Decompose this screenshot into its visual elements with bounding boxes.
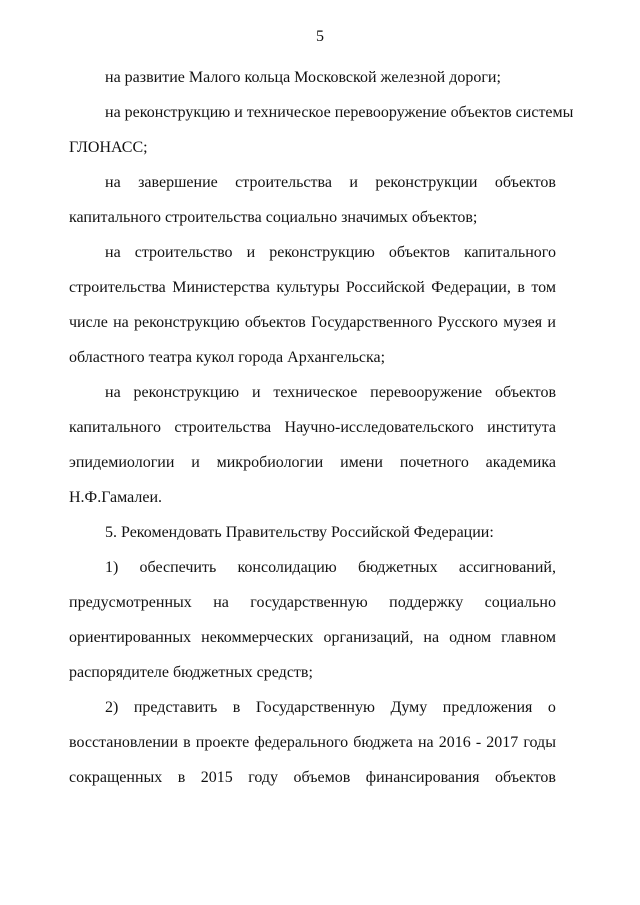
word: главном xyxy=(501,629,556,646)
word: финансирования xyxy=(365,769,480,786)
text-line-justified xyxy=(69,305,556,340)
document-body xyxy=(69,60,574,795)
text-line-justified xyxy=(69,375,556,410)
word: представить xyxy=(133,699,218,716)
text-line: 5. Рекомендовать Правительству Российской Федерации: xyxy=(105,524,494,541)
text-line: на реконструкцию и техническое перевооружение объектов системы xyxy=(105,104,574,121)
word: строительства xyxy=(235,174,332,191)
word: некоммерческих xyxy=(201,629,314,646)
word: Министерства xyxy=(172,279,270,296)
word: поддержку xyxy=(389,594,464,611)
word: бюджетных xyxy=(357,559,438,576)
word: восстановлении xyxy=(69,734,179,751)
word: обеспечить xyxy=(139,559,217,576)
text-line-justified xyxy=(69,445,556,480)
text-line: Н.Ф.Гамалеи. xyxy=(69,489,163,506)
paragraph-malyi-koltso xyxy=(69,60,556,95)
word: реконструкцию xyxy=(134,314,240,331)
paragraph-ministry-of-culture xyxy=(69,235,556,375)
word: на xyxy=(213,594,229,611)
word: Государственного xyxy=(311,314,433,331)
word: в xyxy=(232,699,241,716)
word: Научно-исследовательского xyxy=(284,419,474,436)
word: годы xyxy=(523,734,556,751)
word: 2016 xyxy=(438,734,471,751)
word: году xyxy=(248,769,279,786)
word: одном xyxy=(449,629,492,646)
word: Думу xyxy=(390,699,428,716)
word: на xyxy=(105,244,121,261)
word: перевооружение xyxy=(370,384,483,401)
word: на xyxy=(423,629,440,646)
word: завершение xyxy=(138,174,218,191)
word: в xyxy=(183,734,191,751)
word: на xyxy=(105,174,121,191)
word: числе xyxy=(69,314,108,331)
word: социально xyxy=(484,594,556,611)
word: почетного xyxy=(399,454,469,471)
text-line-justified xyxy=(69,620,556,655)
word: объектов xyxy=(244,314,306,331)
text-line: на развитие Малого кольца Московской железной дороги; xyxy=(105,69,501,86)
word: на xyxy=(417,734,434,751)
text-line: ГЛОНАСС; xyxy=(69,139,148,156)
word: техническое xyxy=(273,384,358,401)
paragraph-gamaleya-institute xyxy=(69,375,556,515)
word: Русского xyxy=(437,314,498,331)
word: объектов xyxy=(388,244,450,261)
word: 1) xyxy=(105,559,119,576)
paragraph-subitem-1 xyxy=(69,550,556,690)
word: проекте xyxy=(195,734,250,751)
word: 2) xyxy=(105,699,119,716)
word: строительства xyxy=(69,279,166,296)
word: и xyxy=(251,384,261,401)
word: капитального xyxy=(69,419,161,436)
paragraph-item-5-heading xyxy=(69,515,556,550)
word: строительства xyxy=(174,419,272,436)
word: о xyxy=(547,699,556,716)
word: в xyxy=(177,769,186,786)
text-line-justified xyxy=(69,690,556,725)
word: института xyxy=(487,419,556,436)
text-line-justified xyxy=(69,585,556,620)
word: предложения xyxy=(442,699,533,716)
word: ориентированных xyxy=(69,629,192,646)
text-line: распорядителе бюджетных средств; xyxy=(69,664,313,681)
text-line-justified xyxy=(69,410,556,445)
word: объектов xyxy=(494,769,556,786)
word: и xyxy=(191,454,200,471)
word: академика xyxy=(485,454,556,471)
text-line-justified xyxy=(69,550,556,585)
word: объектов xyxy=(494,174,556,191)
word: объемов xyxy=(293,769,351,786)
word: реконструкцию xyxy=(133,384,240,401)
word: 2015 xyxy=(200,769,233,786)
text-line-justified xyxy=(69,760,556,795)
word: микробиологии xyxy=(216,454,324,471)
word: культуры xyxy=(276,279,340,296)
text-line-justified xyxy=(69,725,556,760)
word: на xyxy=(105,384,121,401)
word: объектов xyxy=(494,384,556,401)
word: и xyxy=(349,174,358,191)
word: Федерации, xyxy=(431,279,511,296)
paragraph-glonass xyxy=(69,95,574,165)
word: бюджета xyxy=(353,734,413,751)
word: предусмотренных xyxy=(69,594,192,611)
word: консолидацию xyxy=(237,559,337,576)
word: 2017 xyxy=(486,734,519,751)
paragraph-socially-significant xyxy=(69,165,556,235)
word: федерального xyxy=(254,734,349,751)
text-line-justified xyxy=(69,270,556,305)
word: - xyxy=(475,734,482,751)
word: капитального xyxy=(463,244,556,261)
word: государственную xyxy=(250,594,368,611)
word: в xyxy=(517,279,525,296)
word: Российской xyxy=(345,279,425,296)
word: эпидемиологии xyxy=(69,454,175,471)
word: строительство xyxy=(134,244,233,261)
word: ассигнований, xyxy=(458,559,556,576)
word: музея xyxy=(503,314,543,331)
word: реконструкции xyxy=(375,174,478,191)
paragraph-subitem-2 xyxy=(69,690,556,795)
page-number: 5 xyxy=(316,28,324,45)
word: реконструкцию xyxy=(269,244,375,261)
text-line-justified xyxy=(69,235,556,270)
word: на xyxy=(113,314,129,331)
text-line: капитального строительства социально значимых объектов; xyxy=(69,209,478,226)
text-line: областного театра кукол города Архангельска; xyxy=(69,349,386,366)
word: и xyxy=(547,314,556,331)
word: сокращенных xyxy=(69,769,163,786)
word: и xyxy=(246,244,256,261)
word: имени xyxy=(340,454,383,471)
text-line-justified xyxy=(69,165,556,200)
word: организаций, xyxy=(323,629,414,646)
word: том xyxy=(531,279,556,296)
word: Государственную xyxy=(255,699,375,716)
